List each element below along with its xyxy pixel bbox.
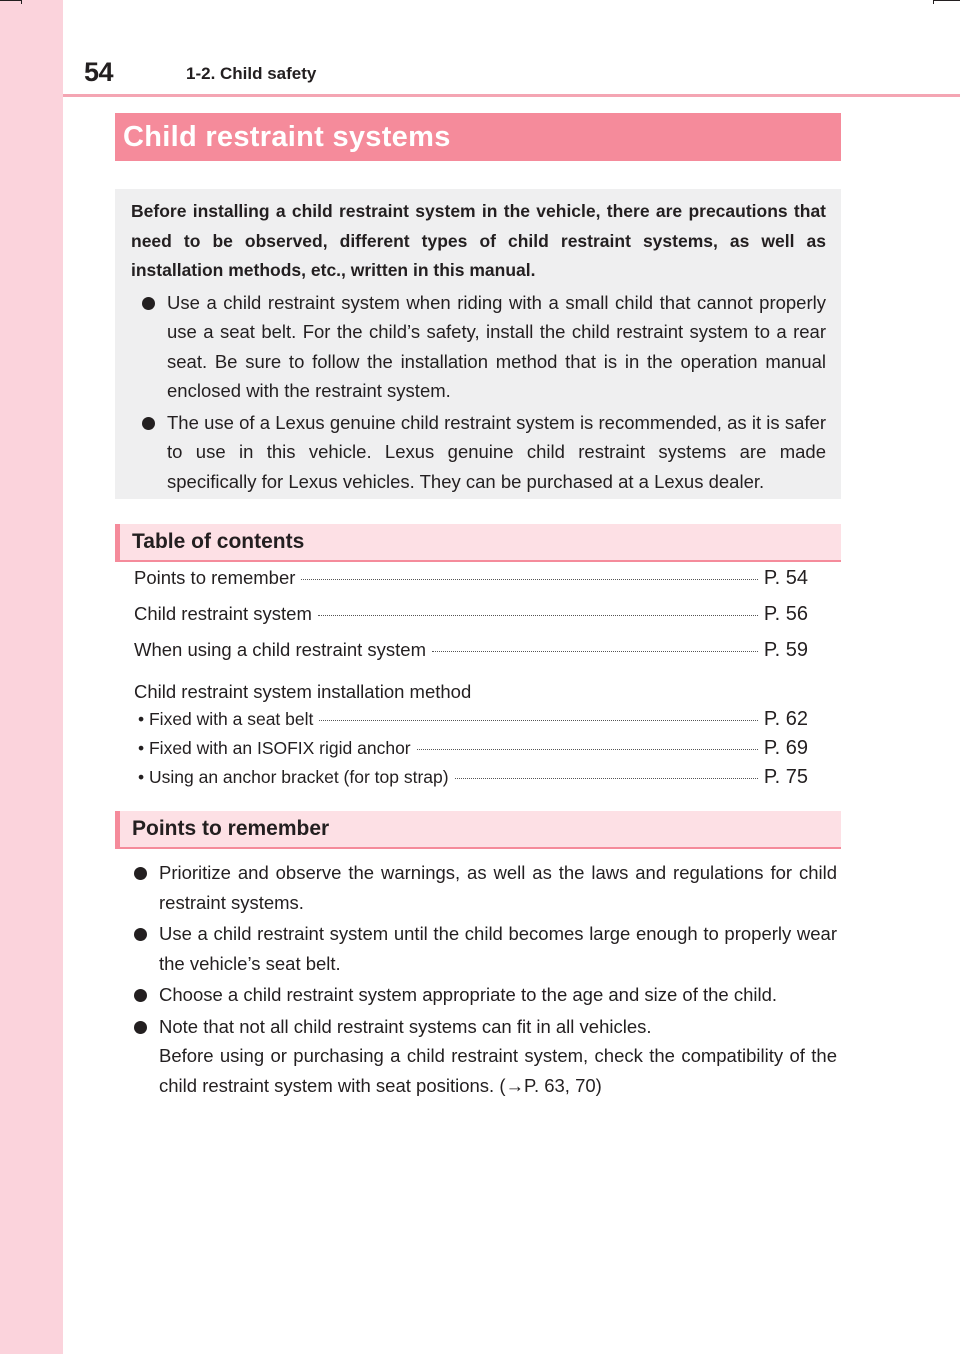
toc-entry-page: P. 75: [763, 766, 808, 788]
toc-heading: Table of contents: [115, 524, 841, 562]
page-title: Child restraint systems: [115, 113, 841, 161]
crop-mark-left: [0, 0, 22, 1]
intro-bullet-text: Use a child restraint system when riding with a small child that cannot properly use a seat belt. For the child’s safety, install the child restraint system to a rear seat. Be sure to follow the installation method that is in the operation manual enclosed with the restraint system.: [167, 291, 826, 401]
toc-entry-label: • Fixed with a seat belt: [138, 709, 314, 729]
list-item: [134, 980, 837, 1010]
toc-entry-label: Child restraint system: [134, 603, 312, 624]
dot-leader: [417, 749, 758, 750]
side-color-strip: [0, 0, 63, 1354]
intro-lead: Before installing a child restraint system in the vehicle, there are precautions that need to be observed, different types of child restraint systems, as well as installation methods, etc., written in this manual.: [131, 201, 826, 280]
toc-entry-page: P. 54: [763, 567, 808, 589]
bullet-dot-icon: [142, 417, 155, 430]
section-heading: 1-2. Child safety: [186, 64, 317, 83]
crop-mark-right: [933, 0, 960, 1]
toc-sub-entry[interactable]: [134, 708, 808, 737]
list-item: [134, 1012, 837, 1101]
toc-entry[interactable]: [134, 603, 808, 639]
toc-entry-page: P. 59: [763, 639, 808, 661]
intro-bullet-text: The use of a Lexus genuine child restraint system is recommended, as it is safer to use in this vehicle. Lexus genuine child restraint systems are made specifically for Lexus vehicles. They can be purchased at a Lexus dealer.: [167, 411, 826, 492]
dot-leader: [432, 651, 758, 652]
list-item-continuation: Before using or purchasing a child restraint system, check the compatibility of the child restraint system with seat positions. (→P. 63, 70): [159, 1045, 837, 1096]
dot-leader: [301, 579, 757, 580]
list-item-text: Choose a child restraint system appropriate to the age and size of the child.: [159, 984, 778, 1005]
toc-entry-page: P. 62: [763, 708, 808, 730]
toc-entry[interactable]: [134, 567, 808, 603]
intro-bullet: [131, 408, 826, 497]
toc-entry-page: P. 69: [763, 737, 808, 759]
toc-entry-label: When using a child restraint system: [134, 639, 427, 660]
intro-box: [115, 189, 841, 499]
table-of-contents: [134, 567, 808, 795]
bullet-dot-icon: [134, 928, 147, 941]
list-item: [134, 858, 837, 917]
intro-bullet: [131, 288, 826, 406]
list-item-text: Prioritize and observe the warnings, as well as the laws and regulations for child restraint systems.: [159, 862, 837, 913]
list-item-text: Note that not all child restraint systems can fit in all vehicles.: [159, 1015, 652, 1037]
toc-entry[interactable]: [134, 639, 808, 675]
toc-entry-page: P. 56: [763, 603, 808, 625]
list-item: [134, 919, 837, 978]
toc-entry-label: Points to remember: [134, 567, 296, 588]
toc-entry-label: • Using an anchor bracket (for top strap): [138, 767, 449, 787]
toc-sub-entry[interactable]: [134, 766, 808, 795]
dot-leader: [318, 615, 758, 616]
dot-leader: [319, 720, 757, 721]
header-divider: [63, 94, 960, 97]
toc-sub-entry[interactable]: [134, 737, 808, 766]
bullet-dot-icon: [134, 867, 147, 880]
toc-entry-label: • Fixed with an ISOFIX rigid anchor: [138, 738, 411, 758]
bullet-dot-icon: [134, 1021, 147, 1034]
toc-group-label: Child restraint system installation method: [134, 680, 472, 702]
bullet-dot-icon: [134, 989, 147, 1002]
crop-mark-left-vertical: [21, 0, 22, 4]
list-item-text: Use a child restraint system until the child becomes large enough to properly wear the vehicle’s seat belt.: [159, 923, 837, 974]
page-number: 54: [84, 57, 114, 87]
points-list: [134, 858, 837, 1102]
points-heading: Points to remember: [115, 811, 841, 849]
dot-leader: [455, 778, 758, 779]
bullet-dot-icon: [142, 297, 155, 310]
crop-mark-right-vertical: [933, 0, 934, 4]
